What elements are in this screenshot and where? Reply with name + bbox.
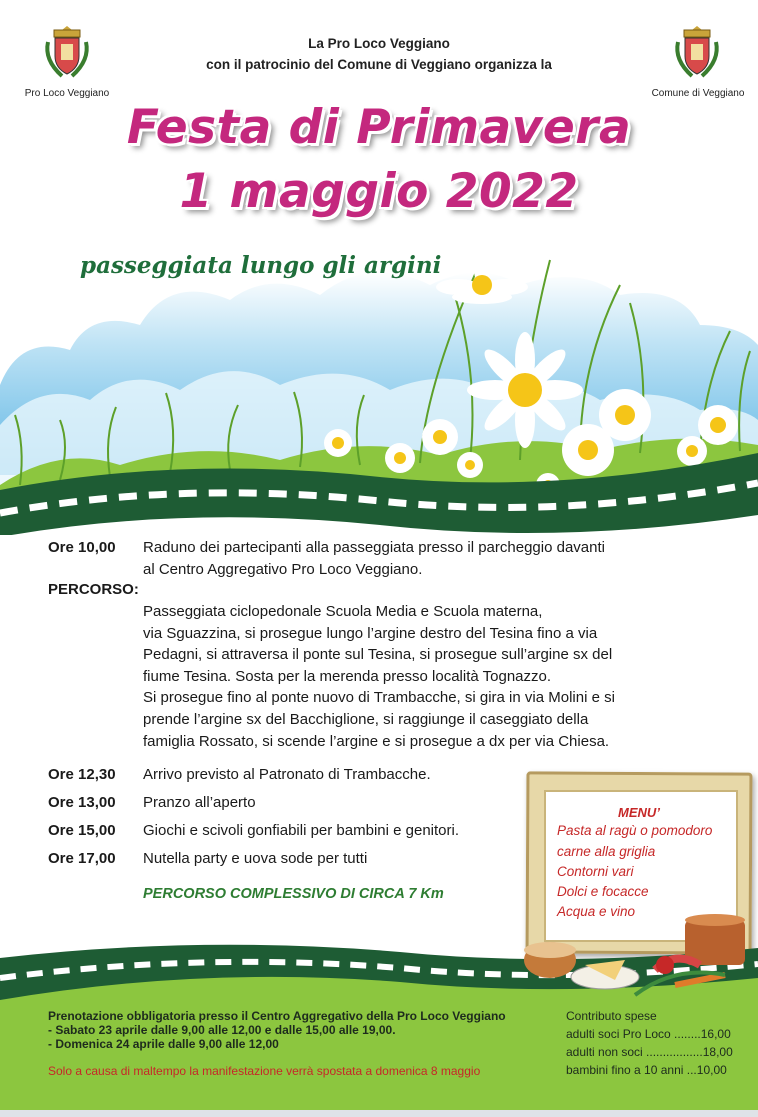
cost-label: adulti non soci .................	[566, 1045, 703, 1059]
menu-item: carne alla griglia	[557, 844, 656, 859]
booking-line-2: - Sabato 23 aprile dalle 9,00 alle 12,00 e dalle 15,00 alle 19,00.	[48, 1023, 396, 1037]
schedule-text: Raduno dei partecipanti alla passeggiata presso il parcheggio davanti	[143, 539, 605, 556]
menu-item: Acqua e vino	[557, 904, 636, 919]
schedule-time: Ore 13,00	[48, 794, 116, 811]
schedule-text: Pranzo all’aperto	[143, 794, 256, 811]
menu-item: Pasta al ragù o pomodoro	[557, 823, 713, 838]
schedule-time: Ore 17,00	[48, 850, 116, 867]
menu-title: MENU’	[618, 805, 660, 820]
cost-value: 18,00	[702, 1045, 733, 1059]
cost-label: adulti soci Pro Loco ........	[566, 1027, 701, 1041]
cost-title: Contributo spese	[566, 1009, 657, 1023]
right-logo-label: Comune di Veggiano	[651, 88, 745, 99]
booking-line-1: Prenotazione obbligatoria presso il Centro Aggregativo della Pro Loco Veggiano	[48, 1009, 506, 1023]
schedule-text: Giochi e scivoli gonfiabili per bambini e genitori.	[143, 822, 459, 839]
schedule-text: Arrivo previsto al Patronato di Trambacche.	[143, 766, 431, 783]
cost-row	[566, 1061, 752, 1080]
schedule-time: Ore 15,00	[48, 822, 116, 839]
intro-line-1: La Pro Loco Veggiano	[308, 36, 450, 51]
menu-item: Dolci e focacce	[557, 884, 649, 899]
schedule-second	[0, 764, 520, 874]
left-logo-label: Pro Loco Veggiano	[24, 88, 110, 99]
weather-warning: Solo a causa di maltempo la manifestazione verrà spostata a domenica 8 maggio	[48, 1064, 481, 1078]
booking-line-3: - Domenica 24 aprile dalle 9,00 alle 12,00	[48, 1037, 279, 1051]
percorso-text: Passeggiata ciclopedonale Scuola Media e Scuola materna, via Sguazzina, si prosegue lungo l’argine destro del Tesina fino a via Pedagni, si attraversa il ponte sul Tesina, si prosegue sull’argine sx del fiume Tesina. Sosta per la merenda presso località Tognazzo. Si prosegue fino al ponte nuovo di Trambacche, si gira in via Molini e si prende l’argine sx del Bacchiglione, si raggiunge il caseggiato della famiglia Rossato, si scende l’argine e si prosegue a dx per via Chiesa.	[143, 603, 615, 750]
schedule-first	[0, 537, 758, 587]
cost-row	[566, 1043, 752, 1062]
schedule-text: Nutella party e uova sode per tutti	[143, 850, 368, 867]
event-subtitle: passeggiata lungo gli argini	[80, 252, 442, 279]
total-distance: PERCORSO COMPLESSIVO DI CIRCA 7 Km	[143, 886, 444, 902]
event-date: 1 maggio 2022	[179, 164, 579, 219]
intro-line-2: con il patrocinio del Comune di Veggiano organizza la	[206, 57, 552, 72]
menu-item: Contorni vari	[557, 864, 634, 879]
cost-row	[566, 1025, 752, 1044]
schedule-time: Ore 10,00	[48, 539, 116, 556]
schedule-text: al Centro Aggregativo Pro Loco Veggiano.	[143, 560, 423, 578]
cost-label: bambini fino a 10 anni ...	[566, 1063, 697, 1077]
percorso-label: PERCORSO:	[48, 581, 139, 598]
cost-value: 16,00	[700, 1027, 731, 1041]
schedule-time: Ore 12,30	[48, 766, 116, 783]
food-illustration	[515, 905, 758, 1005]
cost-value: 10,00	[696, 1063, 727, 1077]
event-title: Festa di Primavera	[126, 100, 632, 155]
